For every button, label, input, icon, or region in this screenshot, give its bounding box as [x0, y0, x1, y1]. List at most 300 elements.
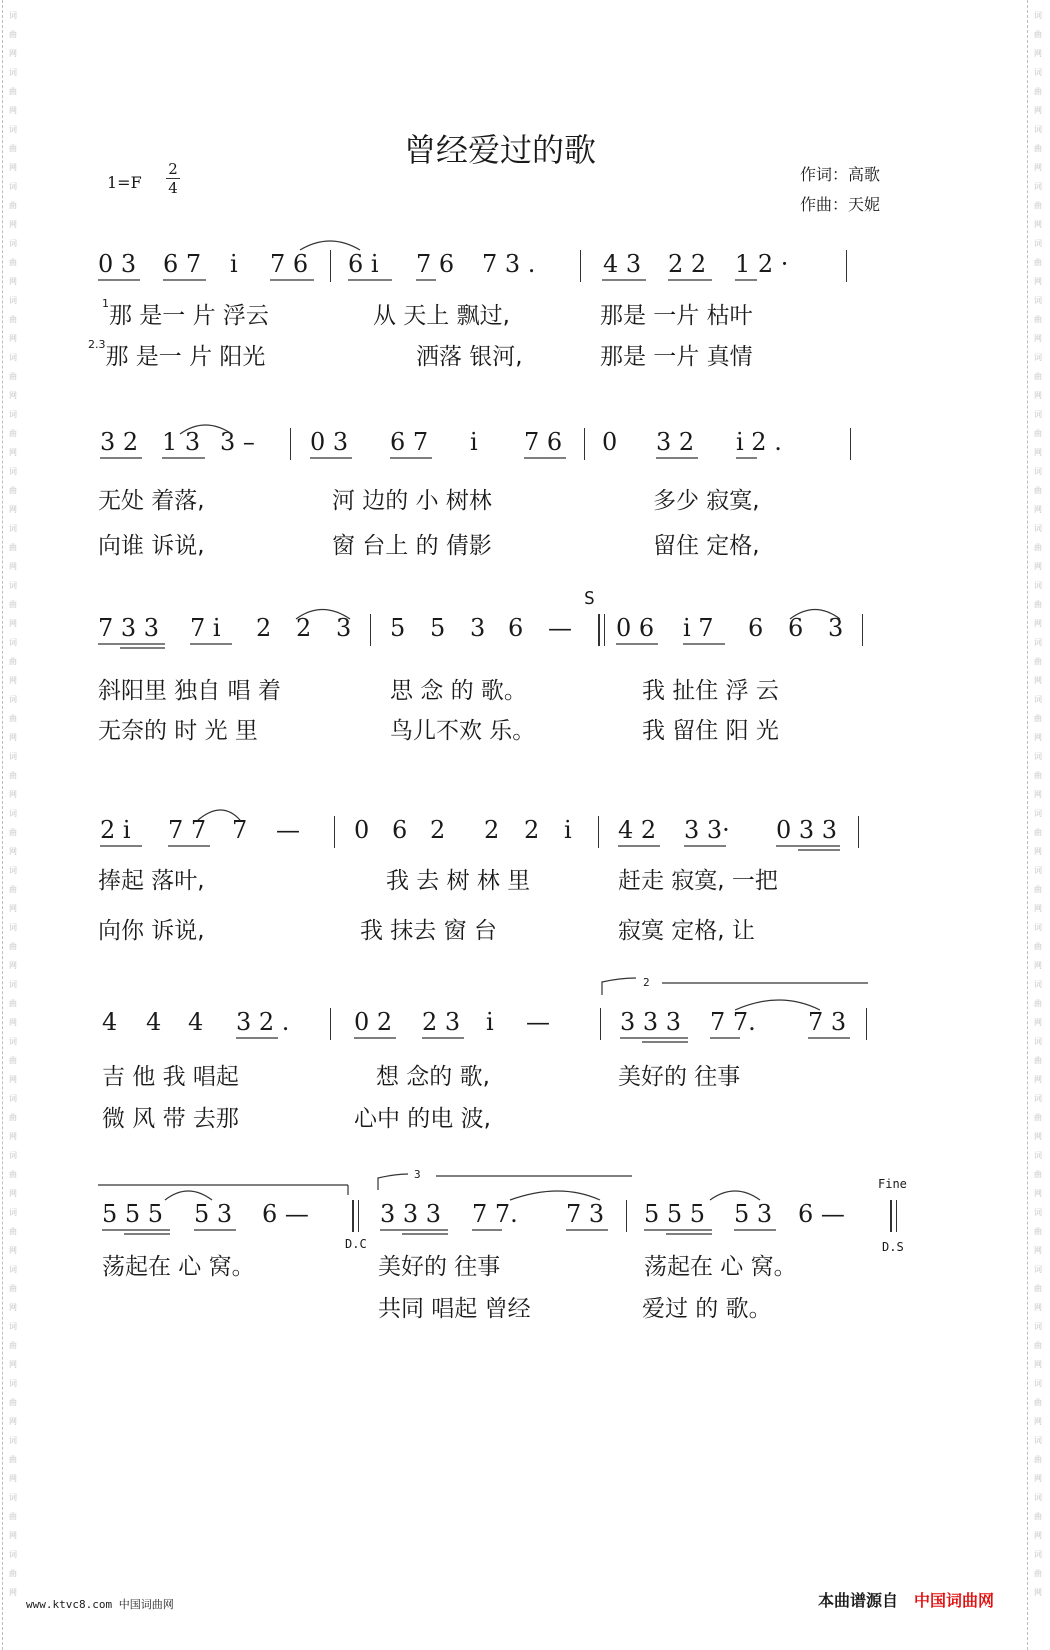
- watermark-char: 词: [9, 923, 17, 932]
- watermark-char: 词: [9, 11, 17, 20]
- watermark-char: 曲: [1034, 87, 1042, 96]
- composer-credit: 作曲：天妮: [800, 195, 881, 214]
- watermark-char: 曲: [9, 1284, 17, 1293]
- watermark-char: 网: [9, 1474, 17, 1483]
- note-group: 7 3: [808, 1008, 847, 1036]
- watermark-char: 网: [9, 505, 17, 514]
- lyric-text: 我 扯住 浮 云: [642, 678, 779, 704]
- watermark-char: 曲: [9, 600, 17, 609]
- ds-marking: D.S: [882, 1240, 904, 1254]
- watermark-char: 词: [1034, 239, 1042, 248]
- watermark-char: 曲: [9, 999, 17, 1008]
- watermark-char: 词: [1034, 980, 1042, 989]
- watermark-char: 词: [1034, 809, 1042, 818]
- lyric-text: 荡起在 心 窝。: [102, 1254, 255, 1280]
- watermark-char: 曲: [9, 258, 17, 267]
- left-watermark: [6, 6, 20, 1602]
- slur: [510, 1191, 600, 1200]
- watermark-char: 曲: [9, 543, 17, 552]
- note-group: 3 –: [220, 428, 255, 456]
- note-group: 2: [484, 816, 500, 844]
- watermark-char: 网: [1034, 733, 1042, 742]
- repeat-barline: [598, 614, 600, 646]
- lyric-text: 我 去 树 林 里: [386, 868, 531, 894]
- note-group: 5 3: [194, 1200, 233, 1228]
- watermark-char: 词: [9, 866, 17, 875]
- note-group: 5 5 5: [644, 1200, 706, 1228]
- note-group: 3 3 3: [620, 1008, 682, 1036]
- watermark-char: 网: [9, 676, 17, 685]
- watermark-char: 网: [1034, 49, 1042, 58]
- watermark-char: 曲: [1034, 771, 1042, 780]
- note-group: 3 2 .: [236, 1008, 290, 1036]
- watermark-char: 曲: [1034, 942, 1042, 951]
- lyric-line: [98, 1290, 918, 1322]
- watermark-char: 网: [1034, 1132, 1042, 1141]
- watermark-char: 网: [1034, 562, 1042, 571]
- watermark-char: 词: [9, 1151, 17, 1160]
- note-group: 4: [188, 1008, 204, 1036]
- watermark-char: 网: [1034, 676, 1042, 685]
- note-group: 7 3 .: [482, 250, 536, 278]
- note-group: 3 2: [100, 428, 139, 456]
- watermark-char: 曲: [1034, 1512, 1042, 1521]
- note-group: 3: [336, 614, 352, 642]
- lyric-text: 从 天上 飘过,: [373, 303, 510, 329]
- watermark-char: 词: [1034, 182, 1042, 191]
- watermark-char: 网: [1034, 1360, 1042, 1369]
- lyric-text: 那 是一 片 阳光: [105, 344, 266, 370]
- watermark-char: 曲: [9, 429, 17, 438]
- right-margin-border: [1027, 0, 1048, 1650]
- watermark-char: 网: [1034, 1018, 1042, 1027]
- watermark-char: 词: [1034, 1208, 1042, 1217]
- watermark-char: 网: [1034, 1531, 1042, 1540]
- lyric-text: 那是 一片 枯叶: [600, 303, 753, 329]
- watermark-char: 曲: [1034, 885, 1042, 894]
- bar-line: [370, 614, 371, 646]
- lyric-line: [98, 1248, 918, 1280]
- watermark-char: 词: [9, 1550, 17, 1559]
- bar-line: [862, 614, 863, 646]
- watermark-char: 词: [1034, 1550, 1042, 1559]
- watermark-char: 曲: [1034, 1398, 1042, 1407]
- note-group: 4: [102, 1008, 118, 1036]
- watermark-char: 词: [1034, 1379, 1042, 1388]
- watermark-char: 网: [9, 1189, 17, 1198]
- bar-line: [580, 250, 581, 282]
- note-group: 2: [296, 614, 312, 642]
- note-group: i: [470, 428, 478, 456]
- dc-marking: D.C: [345, 1237, 367, 1251]
- watermark-char: 词: [1034, 638, 1042, 647]
- lyric-text: 共同 唱起 曾经: [378, 1296, 531, 1322]
- watermark-char: 网: [9, 790, 17, 799]
- slur: [165, 1191, 212, 1200]
- note-group: 7 i: [190, 614, 221, 642]
- watermark-char: 曲: [9, 942, 17, 951]
- watermark-char: 词: [1034, 1493, 1042, 1502]
- note-group: 2: [256, 614, 272, 642]
- note-group: i 2 .: [736, 428, 782, 456]
- watermark-char: 曲: [1034, 315, 1042, 324]
- note-group: 7 6: [416, 250, 455, 278]
- watermark-char: 网: [9, 1018, 17, 1027]
- bar-line: [584, 428, 585, 460]
- watermark-char: 网: [1034, 1417, 1042, 1426]
- note-group: i: [564, 816, 572, 844]
- watermark-char: 网: [9, 1075, 17, 1084]
- watermark-char: 词: [9, 1436, 17, 1445]
- lyric-text: 无奈的 时 光 里: [98, 718, 258, 744]
- bar-line: [600, 1008, 601, 1040]
- bar-line: [846, 250, 847, 282]
- lyric-text: 河 边的 小 树林: [332, 488, 492, 514]
- watermark-char: 网: [1034, 448, 1042, 457]
- watermark-char: 网: [1034, 1303, 1042, 1312]
- lyric-text: 捧起 落叶,: [98, 868, 205, 894]
- watermark-char: 曲: [9, 315, 17, 324]
- watermark-char: 词: [9, 809, 17, 818]
- watermark-char: 曲: [9, 87, 17, 96]
- end-barline: [352, 1200, 354, 1232]
- note-group: 6 —: [262, 1200, 309, 1228]
- watermark-char: 词: [9, 1379, 17, 1388]
- volta-number: 3: [414, 1168, 421, 1181]
- bar-line: [626, 1200, 627, 1232]
- watermark-char: 词: [9, 1094, 17, 1103]
- watermark-char: 词: [9, 125, 17, 134]
- lyric-text: 留住 定格,: [653, 533, 760, 559]
- watermark-char: 网: [9, 163, 17, 172]
- lyric-line: [98, 1058, 918, 1090]
- note-group: 6 —: [798, 1200, 845, 1228]
- watermark-char: 曲: [9, 1227, 17, 1236]
- lyric-text: 洒落 银河,: [416, 344, 523, 370]
- watermark-char: 词: [9, 638, 17, 647]
- watermark-char: 网: [1034, 1474, 1042, 1483]
- note-group: 6 i: [348, 250, 379, 278]
- note-group: 7 3: [566, 1200, 605, 1228]
- note-group: 3 3 3: [380, 1200, 442, 1228]
- watermark-char: 词: [1034, 923, 1042, 932]
- end-barline: [896, 1200, 897, 1232]
- note-group: 6: [748, 614, 764, 642]
- watermark-char: 曲: [9, 1056, 17, 1065]
- watermark-char: 网: [1034, 1189, 1042, 1198]
- watermark-char: 词: [1034, 353, 1042, 362]
- note-group: 6 7: [390, 428, 429, 456]
- note-group: 7 7.: [710, 1008, 756, 1036]
- note-group: 0 2: [354, 1008, 393, 1036]
- watermark-char: 曲: [1034, 1284, 1042, 1293]
- lyric-line: [98, 482, 918, 514]
- lyric-line: [88, 338, 918, 370]
- watermark-char: 词: [9, 1208, 17, 1217]
- watermark-char: 曲: [1034, 657, 1042, 666]
- watermark-char: 词: [9, 1037, 17, 1046]
- lyric-text: 吉 他 我 唱起: [102, 1064, 239, 1090]
- watermark-char: 词: [9, 239, 17, 248]
- watermark-char: 词: [9, 752, 17, 761]
- footer-brand: 中国词曲网: [914, 1591, 995, 1610]
- lyric-line: [98, 912, 918, 944]
- watermark-char: 词: [9, 1322, 17, 1331]
- watermark-char: 词: [1034, 752, 1042, 761]
- lyric-line: [98, 297, 918, 329]
- bar-line: [290, 428, 291, 460]
- note-group: 1 2 ·: [735, 250, 789, 278]
- footer-source-label: 本曲谱源自: [818, 1591, 899, 1610]
- watermark-char: 词: [9, 296, 17, 305]
- watermark-char: 词: [9, 695, 17, 704]
- lyricist-credit: 作词：高歌: [800, 165, 881, 184]
- watermark-char: 词: [9, 1493, 17, 1502]
- watermark-char: 网: [1034, 277, 1042, 286]
- lyric-line: [98, 1100, 918, 1132]
- watermark-char: 词: [1034, 1436, 1042, 1445]
- verse-number: 1: [102, 297, 109, 310]
- note-group: 7 6: [270, 250, 309, 278]
- note-group: 5: [430, 614, 446, 642]
- watermark-char: 曲: [9, 1569, 17, 1578]
- watermark-char: 网: [9, 1531, 17, 1540]
- watermark-char: 曲: [1034, 714, 1042, 723]
- lyric-text: 心中 的电 波,: [354, 1106, 491, 1132]
- note-group: 2 2: [668, 250, 707, 278]
- note-group: 6: [788, 614, 804, 642]
- watermark-char: 曲: [9, 1113, 17, 1122]
- note-group: 0 3: [310, 428, 349, 456]
- left-margin-border: [2, 0, 23, 1650]
- lyric-text: 向你 诉说,: [98, 918, 205, 944]
- note-group: 2: [430, 816, 446, 844]
- repeat-barline: [604, 614, 605, 646]
- watermark-char: 曲: [9, 30, 17, 39]
- watermark-char: 网: [9, 391, 17, 400]
- lyric-text: 美好的 往事: [378, 1254, 501, 1280]
- lyric-text: 斜阳里 独自 唱 着: [98, 678, 281, 704]
- watermark-char: 曲: [9, 144, 17, 153]
- note-group: i 7: [683, 614, 714, 642]
- watermark-char: 词: [9, 410, 17, 419]
- watermark-char: 曲: [1034, 429, 1042, 438]
- time-signature: [166, 160, 180, 197]
- volta-bracket: [378, 1174, 408, 1190]
- note-group: 2 i: [100, 816, 131, 844]
- watermark-char: 网: [9, 1588, 17, 1597]
- watermark-char: 网: [9, 1246, 17, 1255]
- notation-row-5: [98, 1008, 918, 1058]
- watermark-char: 词: [9, 581, 17, 590]
- watermark-char: 曲: [9, 1398, 17, 1407]
- time-signature-top: 2: [168, 160, 178, 178]
- watermark-char: 曲: [1034, 1113, 1042, 1122]
- watermark-char: 词: [9, 980, 17, 989]
- watermark-char: 曲: [1034, 201, 1042, 210]
- note-group: 2: [524, 816, 540, 844]
- watermark-char: 网: [9, 1360, 17, 1369]
- watermark-char: 曲: [9, 1455, 17, 1464]
- notation-row-2: [98, 428, 918, 478]
- watermark-char: 网: [9, 448, 17, 457]
- lyric-text: 荡起在 心 窝。: [644, 1254, 797, 1280]
- lyric-text: 美好的 往事: [618, 1064, 741, 1090]
- notation-row-3: [98, 614, 918, 664]
- note-group: 4 3: [603, 250, 642, 278]
- note-group: 2 3: [422, 1008, 461, 1036]
- bar-line: [850, 428, 851, 460]
- watermark-char: 网: [9, 562, 17, 571]
- watermark-char: 词: [1034, 11, 1042, 20]
- watermark-char: 曲: [1034, 1170, 1042, 1179]
- note-group: 5: [390, 614, 406, 642]
- key-signature: 1=F: [107, 173, 142, 192]
- watermark-char: 词: [1034, 695, 1042, 704]
- watermark-char: 词: [9, 353, 17, 362]
- watermark-char: 曲: [1034, 1569, 1042, 1578]
- note-group: 7 6: [524, 428, 563, 456]
- note-group: 6: [392, 816, 408, 844]
- watermark-char: 曲: [9, 828, 17, 837]
- watermark-char: 曲: [1034, 1056, 1042, 1065]
- watermark-char: 网: [9, 1303, 17, 1312]
- lyric-text: 我 抹去 窗 台: [360, 918, 497, 944]
- watermark-char: 曲: [1034, 1455, 1042, 1464]
- watermark-char: 网: [1034, 1075, 1042, 1084]
- watermark-char: 网: [1034, 505, 1042, 514]
- watermark-char: 网: [1034, 619, 1042, 628]
- watermark-char: 词: [1034, 1151, 1042, 1160]
- watermark-char: 网: [1034, 961, 1042, 970]
- watermark-char: 曲: [1034, 144, 1042, 153]
- watermark-char: 曲: [1034, 372, 1042, 381]
- time-signature-bottom: 4: [168, 179, 178, 197]
- watermark-char: 曲: [9, 885, 17, 894]
- watermark-char: 网: [9, 1132, 17, 1141]
- note-group: i: [486, 1008, 494, 1036]
- lyric-line: [98, 527, 918, 559]
- lyric-text: 那是 一片 真情: [600, 344, 753, 370]
- watermark-char: 网: [1034, 163, 1042, 172]
- watermark-char: 词: [1034, 68, 1042, 77]
- watermark-char: 网: [9, 1417, 17, 1426]
- note-group: 4 2: [618, 816, 657, 844]
- lyric-line: [98, 862, 918, 894]
- watermark-char: 词: [1034, 410, 1042, 419]
- watermark-char: 网: [1034, 1246, 1042, 1255]
- lyric-text: 思 念 的 歌。: [390, 678, 527, 704]
- fine-marking: Fine: [878, 1177, 907, 1191]
- watermark-char: 曲: [1034, 30, 1042, 39]
- footer-site-url: www.ktvc8.com 中国词曲网: [26, 1598, 174, 1611]
- lyric-line: [98, 672, 918, 704]
- watermark-char: 词: [1034, 125, 1042, 134]
- verse-number: 2.3: [88, 338, 106, 351]
- song-title: 曾经爱过的歌: [403, 131, 596, 169]
- bar-line: [330, 1008, 331, 1040]
- lyric-text: 想 念的 歌,: [376, 1064, 490, 1090]
- watermark-char: 曲: [9, 771, 17, 780]
- segno-sign: S: [584, 588, 595, 609]
- note-group: 3 3·: [684, 816, 730, 844]
- watermark-char: 词: [1034, 581, 1042, 590]
- watermark-char: 曲: [1034, 600, 1042, 609]
- note-group: 7: [232, 816, 248, 844]
- watermark-char: 曲: [1034, 828, 1042, 837]
- watermark-char: 曲: [9, 201, 17, 210]
- note-group: 0 3: [98, 250, 137, 278]
- note-group: 0: [354, 816, 370, 844]
- lyric-text: 无处 着落,: [98, 488, 205, 514]
- note-group: 4: [146, 1008, 162, 1036]
- note-group: 5 5 5: [102, 1200, 164, 1228]
- note-group: —: [548, 614, 572, 642]
- note-group: 0 6: [616, 614, 655, 642]
- lyric-text: 那 是一 片 浮云: [109, 303, 269, 329]
- lyric-text: 窗 台上 的 倩影: [332, 533, 492, 559]
- lyric-text: 寂寞 定格, 让: [618, 918, 755, 944]
- watermark-char: 词: [9, 68, 17, 77]
- watermark-char: 曲: [9, 372, 17, 381]
- watermark-char: 词: [9, 1265, 17, 1274]
- footer-source: [818, 1588, 994, 1611]
- watermark-char: 网: [1034, 220, 1042, 229]
- watermark-char: 词: [1034, 1265, 1042, 1274]
- lyric-text: 多少 寂寞,: [653, 488, 760, 514]
- note-group: 1 3: [162, 428, 201, 456]
- lyric-text: 我 留住 阳 光: [642, 718, 779, 744]
- watermark-char: 网: [9, 334, 17, 343]
- notation-row-4: [98, 816, 918, 866]
- note-group: 0 3 3: [776, 816, 838, 844]
- notation-row-6: [98, 1200, 918, 1250]
- watermark-char: 网: [9, 49, 17, 58]
- watermark-char: 网: [1034, 847, 1042, 856]
- watermark-char: 曲: [1034, 1341, 1042, 1350]
- end-barline: [890, 1200, 892, 1232]
- watermark-char: 网: [9, 904, 17, 913]
- note-group: 7 7.: [472, 1200, 518, 1228]
- watermark-char: 网: [9, 733, 17, 742]
- watermark-char: 曲: [1034, 258, 1042, 267]
- watermark-char: 网: [9, 619, 17, 628]
- watermark-char: 网: [1034, 904, 1042, 913]
- watermark-char: 词: [9, 182, 17, 191]
- watermark-char: 词: [1034, 467, 1042, 476]
- right-watermark: [1031, 6, 1045, 1602]
- lyric-text: 微 风 带 去那: [102, 1106, 239, 1132]
- watermark-char: 词: [9, 524, 17, 533]
- note-group: 5 3: [734, 1200, 773, 1228]
- watermark-char: 网: [9, 847, 17, 856]
- volta-number: 2: [643, 976, 650, 989]
- note-group: 3 2: [656, 428, 695, 456]
- watermark-char: 曲: [9, 1341, 17, 1350]
- note-group: 6: [508, 614, 524, 642]
- end-barline: [358, 1200, 359, 1232]
- bar-line: [334, 816, 335, 848]
- watermark-char: 曲: [1034, 1227, 1042, 1236]
- lyric-text: 鸟儿不欢 乐。: [390, 718, 536, 744]
- watermark-char: 曲: [9, 714, 17, 723]
- watermark-char: 词: [9, 467, 17, 476]
- watermark-char: 曲: [1034, 999, 1042, 1008]
- watermark-char: 网: [9, 220, 17, 229]
- slur: [710, 1191, 760, 1200]
- bar-line: [866, 1008, 867, 1040]
- watermark-char: 网: [9, 277, 17, 286]
